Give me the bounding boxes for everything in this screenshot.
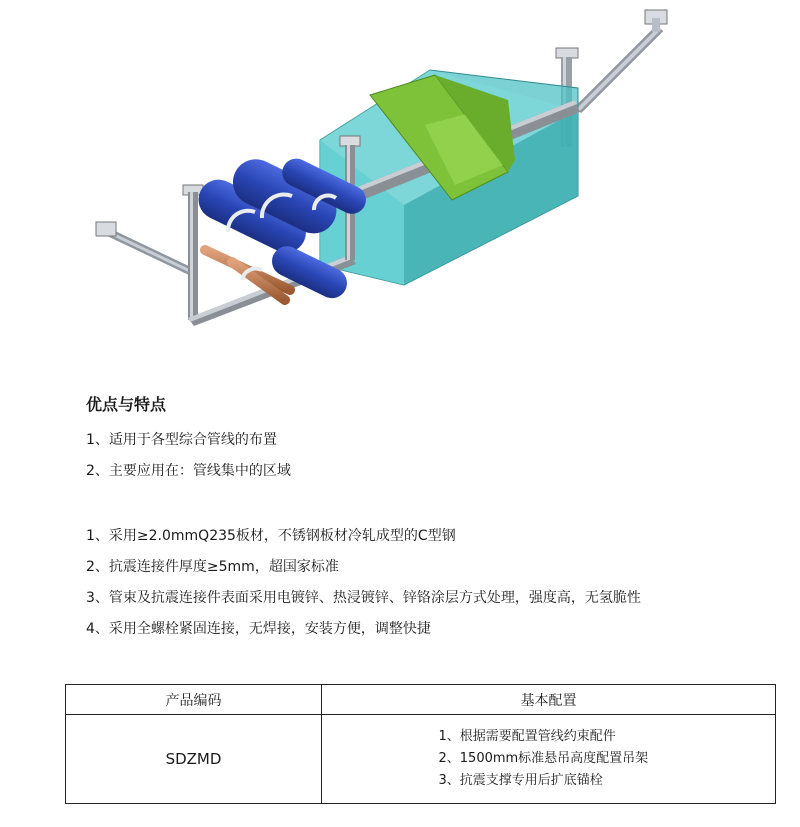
column-header-config: 基本配置 — [322, 685, 776, 715]
list-item: 3、管束及抗震连接件表面采用电镀锌、热浸镀锌、锌铬涂层方式处理，强度高，无氢脆性 — [86, 590, 641, 606]
right-diagonal-brace — [578, 10, 667, 110]
config-item: 2、1500mm标准悬吊高度配置吊架 — [438, 751, 649, 766]
config-item: 3、抗震支撑专用后扩底锚栓 — [438, 773, 603, 788]
list-item: 1、适用于各型综合管线的布置 — [86, 432, 277, 448]
product-config-table — [65, 684, 776, 804]
list-item: 2、主要应用在：管线集中的区域 — [86, 463, 291, 479]
list-item: 4、采用全螺栓紧固连接，无焊接，安装方便，调整快捷 — [86, 621, 431, 637]
config-item: 1、根据需要配置管线约束配件 — [438, 729, 616, 744]
features-heading: 优点与特点 — [86, 395, 167, 414]
list-item: 2、抗震连接件厚度≥5mm，超国家标准 — [86, 559, 339, 575]
list-item: 1、采用≥2.0mmQ235板材，不锈钢板材冷轧成型的C型钢 — [86, 528, 456, 544]
application-list — [86, 425, 291, 487]
config-cell — [322, 715, 776, 804]
table-row — [66, 715, 776, 804]
seismic-support-illustration — [0, 0, 800, 350]
table-header-row — [66, 685, 776, 715]
config-list — [439, 726, 659, 792]
product-code: SDZMD — [66, 715, 322, 804]
column-header-code: 产品编码 — [66, 685, 322, 715]
left-diagonal-brace — [96, 222, 192, 272]
spec-feature-list — [86, 521, 641, 645]
